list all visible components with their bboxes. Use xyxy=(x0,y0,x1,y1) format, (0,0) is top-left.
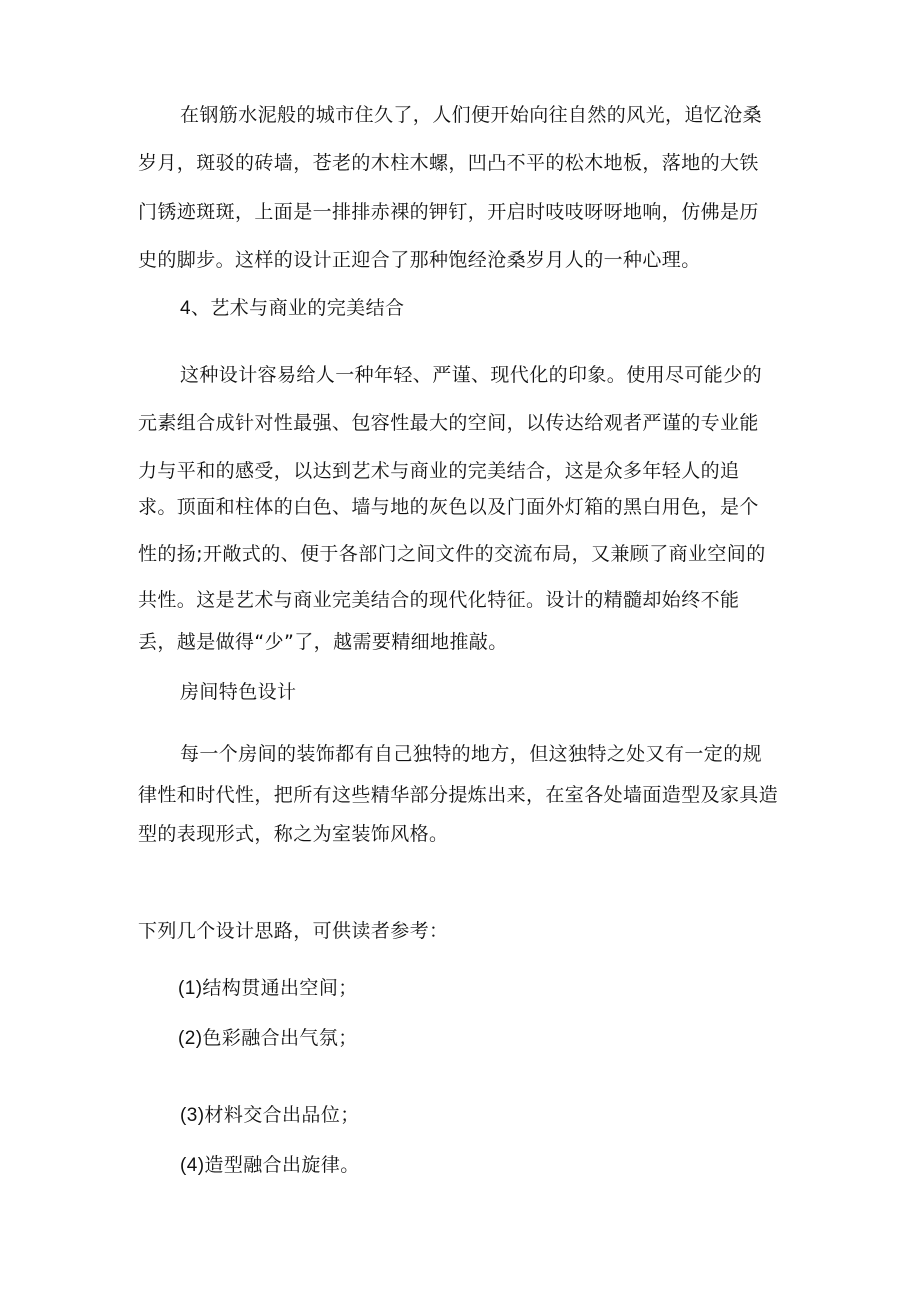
list-item-text: 结构贯通出空间； xyxy=(202,977,358,999)
list-marker: (4) xyxy=(180,1155,205,1176)
list-intro: 下列几个设计思路，可供读者参考： xyxy=(138,920,449,942)
paragraph-1-line-1: 在钢筋水泥般的城市住久了，人们便开始向往自然的风光，追忆沧桑 xyxy=(180,104,763,126)
paragraph-1-line-3: 门锈迹斑斑，上面是一排排赤裸的钾钉，开启时吱吱呀呀地响，仿佛是历 xyxy=(138,201,759,223)
paragraph-1-line-4: 史的脚步。这样的设计正迎合了那种饱经沧桑岁月人的一种心理。 xyxy=(138,249,701,271)
list-item xyxy=(180,1153,360,1178)
paragraph-3-line-1: 每一个房间的装饰都有自己独特的地方，但这独特之处又有一定的规 xyxy=(180,743,763,765)
list-item xyxy=(178,1026,358,1051)
section-heading-room-design: 房间特色设计 xyxy=(180,681,297,703)
paragraph-1-line-2: 岁月，斑驳的砖墙，苍老的木柱木螺，凹凸不平的松木地板，落地的大铁 xyxy=(138,152,759,174)
paragraph-3-line-2: 律性和时代性，把所有这些精华部分提炼出来，在室各处墙面造型及家具造 xyxy=(138,784,779,806)
list-item-text: 色彩融合出气氛； xyxy=(202,1027,358,1049)
section-heading-4 xyxy=(180,296,404,321)
list-marker: (3) xyxy=(180,1105,205,1126)
list-item-text: 造型融合出旋律。 xyxy=(204,1154,360,1176)
paragraph-2-line-5: 性的扬;开敞式的、便于各部门之间文件的交流布局，又兼顾了商业空间的 xyxy=(138,543,766,565)
list-item-text: 材料交合出品位； xyxy=(204,1104,360,1126)
list-item xyxy=(180,1103,360,1128)
paragraph-2-line-6: 共性。这是艺术与商业完美结合的现代化特征。设计的精髓却始终不能 xyxy=(138,589,740,611)
section-heading-text: 、艺术与商业的完美结合 xyxy=(190,297,405,319)
paragraph-3-line-3: 型的表现形式，称之为室装饰风格。 xyxy=(138,823,449,845)
paragraph-2-line-3: 力与平和的感受，以达到艺术与商业的完美结合，这是众多年轻人的追 xyxy=(138,460,740,482)
paragraph-2-line-1: 这种设计容易给人一种年轻、严谨、现代化的印象。使用尽可能少的 xyxy=(180,364,763,386)
paragraph-2-line-7: 丢，越是做得“少”了，越需要精细地推敲。 xyxy=(138,631,508,653)
list-marker: (1) xyxy=(178,978,203,999)
paragraph-2-line-4: 求。顶面和柱体的白色、墙与地的灰色以及门面外灯箱的黑白用色，是个 xyxy=(138,496,759,518)
paragraph-2-line-2: 元素组合成针对性最强、包容性最大的空间，以传达给观者严谨的专业能 xyxy=(138,412,759,434)
section-number: 4 xyxy=(180,298,191,319)
list-marker: (2) xyxy=(178,1028,203,1049)
list-item xyxy=(178,976,358,1001)
